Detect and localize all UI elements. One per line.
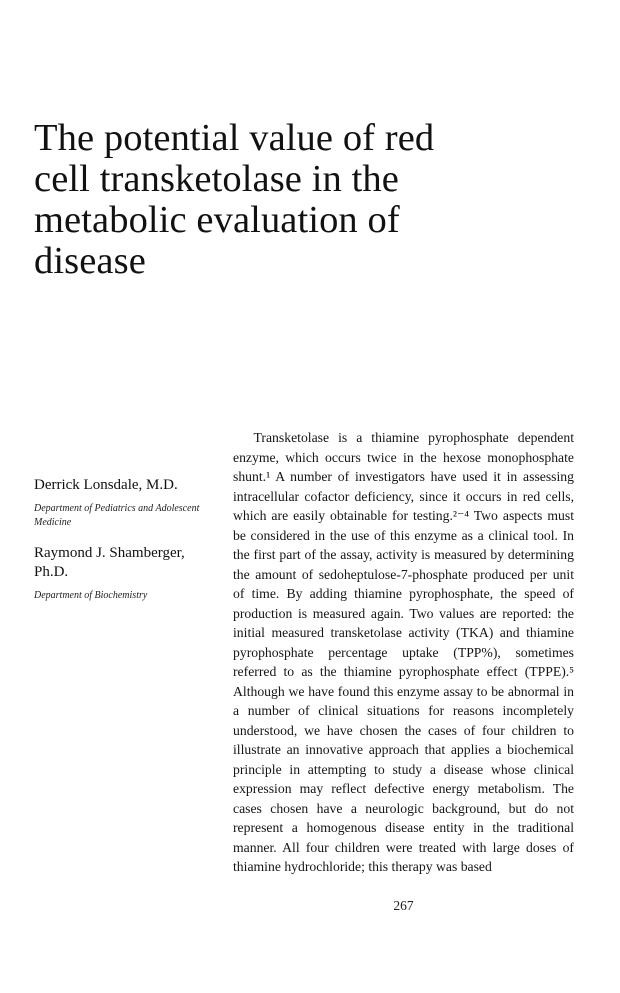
page-number: 267 <box>393 898 414 913</box>
author-list <box>34 476 219 617</box>
body-paragraph: Transketolase is a thiamine pyrophosphate dependent enzyme, which occurs twice in the hexose monophosphate shunt.¹ A number of investigators have used it in assessing intracellular cofactor deficiency, since it occurs in red cells, which are easily obtainable for testing.²⁻⁴ Two aspects must be considered in the use of this enzyme as a clinical tool. In the first part of the assay, activity is measured by determining the amount of sedoheptulose-7-phosphate produced per unit of time. By adding thiamine pyrophosphate, the speed of production is measured again. Two values are reported: the initial measured transketolase activity (TKA) and thiamine pyrophosphate percentage uptake (TPP%), sometimes referred to as the thiamine pyrophosphate effect (TPPE).⁵ Although we have found this enzyme assay to be abnormal in a number of clinical situations for reasons incompletely understood, we have chosen the cases of four children to illustrate an innovative approach that applies a biochemical principle in attempting to study a disease whose clinical expression may reflect defective energy metabolism. The cases chosen have a neurologic background, but do not represent a homogenous disease entity in the traditional manner. All four children were treated with large doses of thiamine hydrochloride; this therapy was based <box>233 430 574 874</box>
author-name: Raymond J. Shamberger, Ph.D. <box>34 545 185 580</box>
body-column <box>233 428 574 877</box>
author-block <box>34 544 219 603</box>
author-department: Department of Biochemistry <box>34 590 148 601</box>
author-department: Department of Pediatrics and Adolescent Medicine <box>34 503 200 528</box>
author-name: Derrick Lonsdale, M.D. <box>34 477 178 493</box>
author-block <box>34 476 219 530</box>
article-title: The potential value of red cell transketolase in the metabolic evaluation of disease <box>34 117 435 282</box>
